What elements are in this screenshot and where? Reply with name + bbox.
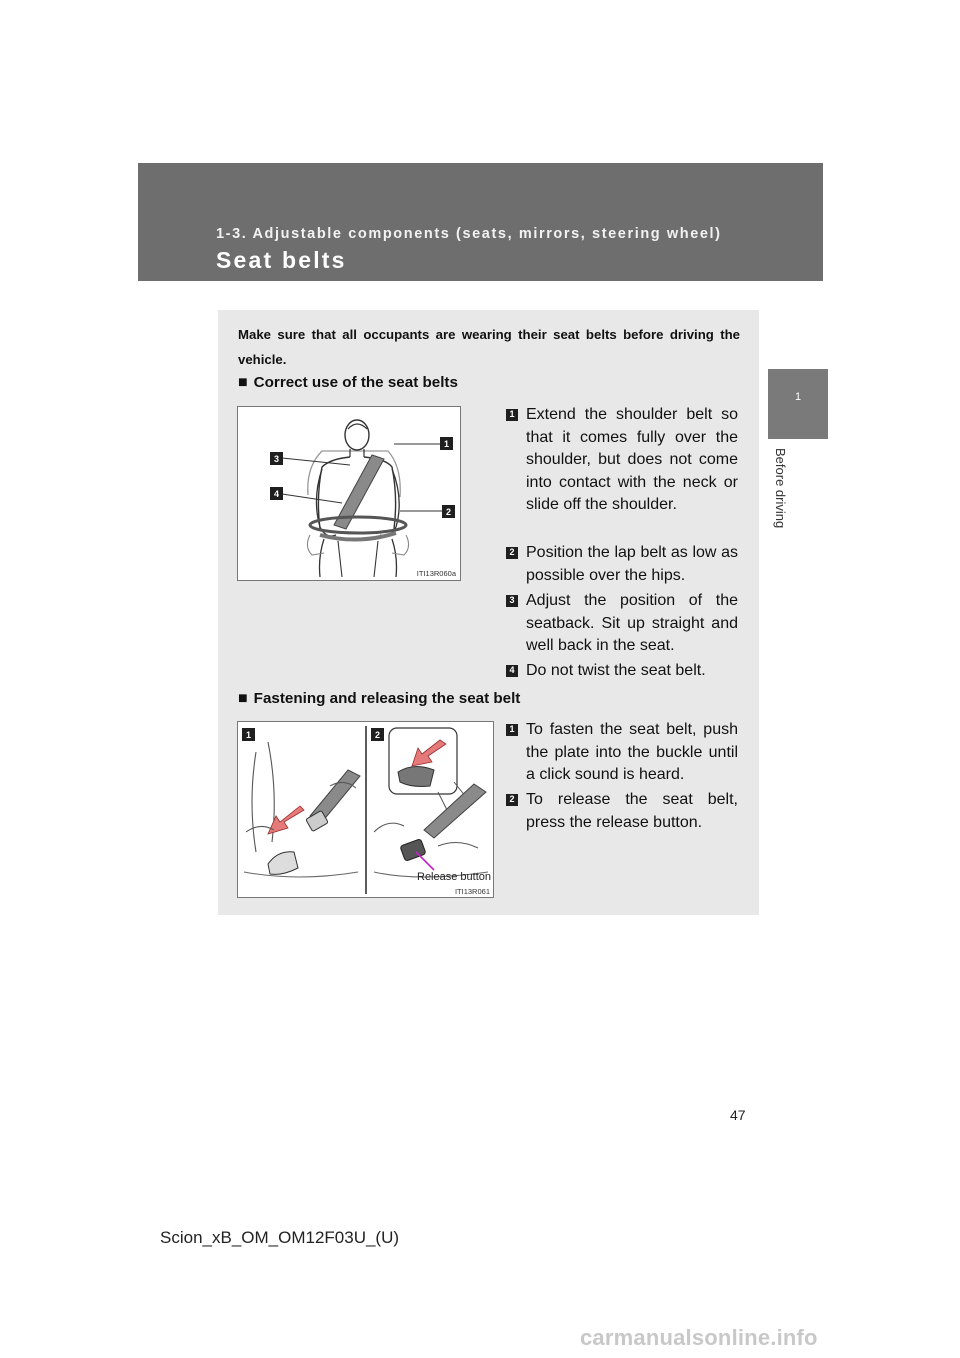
buckle-illustration [238, 722, 494, 898]
figure1-callout-2: 2 [445, 507, 452, 517]
seatbelt-posture-figure [237, 406, 461, 581]
section-title: 1-3. Adjustable components (seats, mirrors, steering wheel) [216, 226, 722, 242]
heading-bullet-icon: ■ [238, 374, 248, 391]
release-button-label: Release button [417, 871, 491, 883]
figure2-code: ITI13R061 [454, 887, 490, 896]
step-number-marker: 4 [506, 665, 518, 677]
chapter-tab-number: 1 [794, 391, 802, 403]
figure1-callout-3: 3 [273, 454, 280, 464]
document-id: Scion_xB_OM_OM12F03U_(U) [160, 1228, 400, 1247]
heading-bullet-icon: ■ [238, 690, 248, 707]
section-heading-correct-use [238, 374, 458, 392]
page-title: Seat belts [216, 247, 347, 273]
fasten-release-figure [237, 721, 494, 898]
watermark: carmanualsonline.info [580, 1325, 818, 1350]
step-number-marker: 2 [506, 794, 518, 806]
step-text: Extend the shoulder belt so that it comes fully over the shoulder, but does not come into contact with the neck or slide off the shoulder. [526, 406, 738, 513]
page-number: 47 [730, 1107, 746, 1123]
chapter-header [138, 163, 823, 281]
step-text: Do not twist the seat belt. [526, 662, 706, 679]
figure1-callout-1: 1 [443, 439, 450, 449]
figure1-code: ITI13R060a [416, 569, 456, 578]
step-text: To fasten the seat belt, push the plate into the buckle until a click sound is heard. [526, 721, 738, 783]
figure2-callout-1: 1 [245, 730, 252, 740]
step-do-not-twist [506, 660, 738, 683]
figure2-callout-2: 2 [374, 730, 381, 740]
step-release-belt [506, 789, 738, 834]
step-number-marker: 1 [506, 724, 518, 736]
step-number-marker: 2 [506, 547, 518, 559]
figure1-callout-4: 4 [273, 489, 280, 499]
chapter-tab [768, 369, 828, 439]
section-heading-text: Fastening and releasing the seat belt [253, 690, 521, 707]
step-fasten-belt [506, 719, 738, 787]
step-text: To release the seat belt, press the release button. [526, 791, 738, 831]
step-adjust-seatback [506, 590, 738, 658]
section-heading-fastening [238, 690, 520, 708]
step-text: Position the lap belt as low as possible over the hips. [526, 544, 738, 584]
step-text: Adjust the position of the seatback. Sit up straight and well back in the seat. [526, 592, 738, 654]
intro-text: Make sure that all occupants are wearing their seat belts before driving the vehicle. [238, 327, 740, 367]
section-heading-text: Correct use of the seat belts [253, 374, 458, 391]
step-position-lap-belt [506, 542, 738, 587]
chapter-tab-label: Before driving [773, 448, 788, 529]
step-number-marker: 1 [506, 409, 518, 421]
seated-occupant-illustration [238, 407, 461, 581]
step-number-marker: 3 [506, 595, 518, 607]
step-extend-shoulder-belt [506, 404, 738, 517]
